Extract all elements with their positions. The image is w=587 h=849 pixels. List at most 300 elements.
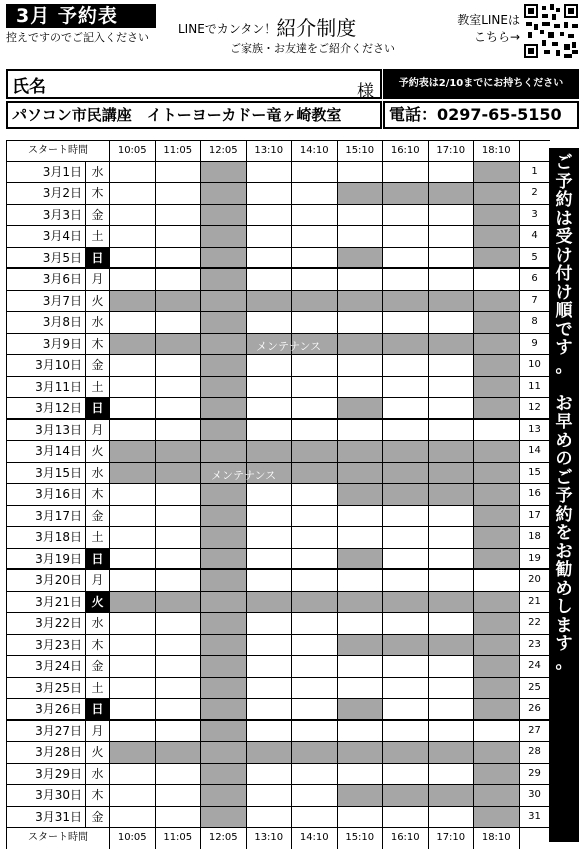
time-slot[interactable] — [474, 420, 520, 442]
time-slot[interactable] — [110, 248, 156, 270]
time-slot[interactable] — [247, 549, 293, 571]
time-slot[interactable] — [110, 764, 156, 786]
page-title: 3月 予約表 — [6, 4, 156, 28]
time-slot[interactable] — [247, 269, 293, 291]
time-slot[interactable] — [429, 527, 475, 549]
time-slot[interactable] — [247, 570, 293, 592]
time-slot[interactable] — [338, 355, 384, 377]
time-slot[interactable] — [383, 377, 429, 399]
weekday-cell: 水 — [86, 613, 110, 635]
time-slot[interactable] — [429, 656, 475, 678]
side-message-char: の — [555, 449, 573, 469]
time-slot[interactable] — [110, 398, 156, 420]
time-slot — [201, 269, 247, 291]
time-slot[interactable] — [383, 398, 429, 420]
time-slot — [110, 463, 156, 485]
time-slot — [474, 162, 520, 184]
time-slot[interactable] — [292, 506, 338, 528]
time-slot[interactable] — [110, 269, 156, 291]
time-slot[interactable] — [110, 527, 156, 549]
date-cell: 3月22日 — [6, 613, 86, 635]
time-slot[interactable] — [292, 420, 338, 442]
table-row — [6, 398, 550, 420]
time-slot[interactable] — [156, 678, 202, 700]
side-message-char: ま — [555, 615, 573, 636]
date-cell: 3月1日 — [6, 162, 86, 184]
time-slot[interactable] — [247, 226, 293, 248]
time-slot[interactable] — [383, 420, 429, 442]
time-slot — [429, 592, 475, 614]
side-message-char: 約 — [555, 190, 573, 210]
table-row — [6, 291, 550, 313]
time-slot[interactable] — [338, 678, 384, 700]
time-slot[interactable] — [110, 721, 156, 743]
time-slot[interactable] — [429, 764, 475, 786]
time-slot[interactable] — [383, 312, 429, 334]
time-slot[interactable] — [156, 527, 202, 549]
time-slot[interactable] — [156, 656, 202, 678]
time-slot[interactable] — [429, 398, 475, 420]
time-slot — [338, 699, 384, 721]
time-slot[interactable] — [429, 699, 475, 721]
time-slot — [110, 334, 156, 356]
table-row — [6, 162, 550, 184]
time-slot[interactable] — [110, 699, 156, 721]
time-slot[interactable] — [429, 613, 475, 635]
time-slot[interactable] — [156, 807, 202, 829]
time-slot[interactable] — [156, 377, 202, 399]
time-header: 14:10 — [292, 140, 338, 162]
honorific: 様 — [357, 82, 374, 102]
name-field[interactable] — [6, 69, 382, 102]
time-slot — [474, 656, 520, 678]
qr-code-icon[interactable] — [524, 4, 578, 58]
time-slot[interactable] — [156, 721, 202, 743]
time-slot[interactable] — [247, 398, 293, 420]
time-slot[interactable] — [292, 377, 338, 399]
time-slot[interactable] — [429, 678, 475, 700]
time-slot[interactable] — [156, 549, 202, 571]
time-slot[interactable] — [156, 635, 202, 657]
weekday-cell: 水 — [86, 312, 110, 334]
time-slot — [383, 291, 429, 313]
time-slot[interactable] — [110, 656, 156, 678]
table-row — [6, 441, 550, 463]
time-header-row — [6, 828, 550, 849]
time-slot — [338, 549, 384, 571]
time-slot[interactable] — [110, 635, 156, 657]
row-number: 10 — [520, 355, 550, 377]
date-cell: 3月4日 — [6, 226, 86, 248]
time-slot[interactable] — [110, 807, 156, 829]
time-slot — [338, 463, 384, 485]
time-slot[interactable] — [156, 312, 202, 334]
time-slot[interactable] — [247, 656, 293, 678]
time-slot[interactable] — [338, 420, 384, 442]
weekday-cell: 金 — [86, 807, 110, 829]
side-message-char: で — [555, 319, 573, 340]
date-cell: 3月20日 — [6, 570, 86, 592]
time-slot — [474, 527, 520, 549]
time-slot[interactable] — [110, 355, 156, 377]
time-slot[interactable] — [110, 420, 156, 442]
row-number: 28 — [520, 742, 550, 764]
table-row — [6, 248, 550, 270]
time-slot — [201, 484, 247, 506]
time-slot[interactable] — [110, 377, 156, 399]
weekday-cell: 日 — [86, 248, 110, 270]
time-slot — [338, 785, 384, 807]
time-slot[interactable] — [292, 355, 338, 377]
time-slot[interactable] — [247, 613, 293, 635]
time-slot — [201, 398, 247, 420]
row-number: 16 — [520, 484, 550, 506]
time-slot — [156, 334, 202, 356]
time-slot[interactable] — [110, 183, 156, 205]
weekday-cell: 土 — [86, 678, 110, 700]
weekday-cell: 日 — [86, 549, 110, 571]
row-number: 21 — [520, 592, 550, 614]
table-row — [6, 742, 550, 764]
time-slot[interactable] — [292, 807, 338, 829]
time-slot[interactable] — [383, 205, 429, 227]
time-slot — [429, 463, 475, 485]
time-slot — [201, 420, 247, 442]
time-slot — [474, 699, 520, 721]
time-slot[interactable] — [429, 549, 475, 571]
time-slot[interactable] — [247, 527, 293, 549]
time-slot[interactable] — [338, 570, 384, 592]
side-message-char: 付 — [555, 264, 573, 284]
time-slot — [247, 441, 293, 463]
time-slot[interactable] — [156, 355, 202, 377]
referral-heading — [178, 12, 356, 41]
time-slot[interactable] — [383, 721, 429, 743]
side-message-char: 順 — [555, 301, 573, 321]
time-slot[interactable] — [383, 355, 429, 377]
date-cell: 3月29日 — [6, 764, 86, 786]
row-number: 12 — [520, 398, 550, 420]
weekday-cell: 水 — [86, 463, 110, 485]
side-message-char: ご — [555, 153, 573, 173]
side-message-char: け — [555, 282, 573, 303]
time-slot[interactable] — [383, 527, 429, 549]
time-slot[interactable] — [156, 613, 202, 635]
weekday-cell: 金 — [86, 506, 110, 528]
table-row — [6, 699, 550, 721]
time-slot[interactable] — [247, 183, 293, 205]
table-row — [6, 613, 550, 635]
side-message-char: 予 — [555, 171, 573, 192]
time-slot[interactable] — [156, 484, 202, 506]
time-slot[interactable] — [156, 269, 202, 291]
time-slot — [474, 398, 520, 420]
row-number: 19 — [520, 549, 550, 571]
time-slot[interactable] — [247, 377, 293, 399]
time-slot[interactable] — [383, 549, 429, 571]
time-slot[interactable] — [247, 635, 293, 657]
side-message-char: 予 — [555, 486, 573, 506]
time-slot[interactable] — [292, 312, 338, 334]
time-slot[interactable] — [338, 721, 384, 743]
time-header: 11:05 — [156, 828, 202, 849]
table-row — [6, 527, 550, 549]
time-slot[interactable] — [110, 205, 156, 227]
time-slot[interactable] — [292, 656, 338, 678]
time-slot — [247, 742, 293, 764]
weekday-cell: 火 — [86, 291, 110, 313]
row-number: 13 — [520, 420, 550, 442]
time-slot[interactable] — [247, 355, 293, 377]
time-slot[interactable] — [292, 678, 338, 700]
time-slot[interactable] — [338, 527, 384, 549]
time-slot — [292, 742, 338, 764]
date-cell: 3月6日 — [6, 269, 86, 291]
time-slot[interactable] — [292, 699, 338, 721]
time-slot[interactable] — [110, 506, 156, 528]
time-slot — [429, 635, 475, 657]
time-slot[interactable] — [110, 226, 156, 248]
time-slot[interactable] — [429, 570, 475, 592]
time-slot[interactable] — [110, 785, 156, 807]
time-slot[interactable] — [292, 549, 338, 571]
time-slot[interactable] — [156, 162, 202, 184]
time-slot[interactable] — [429, 807, 475, 829]
time-slot[interactable] — [383, 570, 429, 592]
time-slot[interactable] — [156, 699, 202, 721]
time-slot[interactable] — [156, 764, 202, 786]
time-slot[interactable] — [156, 570, 202, 592]
deadline-notice: 予約表は2/10までにお持ちください — [383, 69, 579, 99]
time-slot[interactable] — [383, 506, 429, 528]
table-row — [6, 635, 550, 657]
date-cell: 3月9日 — [6, 334, 86, 356]
time-slot[interactable] — [429, 226, 475, 248]
row-number: 11 — [520, 377, 550, 399]
time-slot — [201, 656, 247, 678]
time-slot[interactable] — [292, 721, 338, 743]
time-slot[interactable] — [292, 183, 338, 205]
table-row — [6, 721, 550, 743]
row-number: 26 — [520, 699, 550, 721]
time-slot — [474, 785, 520, 807]
time-slot[interactable] — [429, 312, 475, 334]
side-message-char: 受 — [555, 227, 573, 247]
time-slot[interactable] — [338, 807, 384, 829]
row-number: 29 — [520, 764, 550, 786]
time-slot[interactable] — [338, 312, 384, 334]
time-slot — [292, 463, 338, 485]
time-slot[interactable] — [292, 635, 338, 657]
time-slot[interactable] — [383, 269, 429, 291]
time-slot[interactable] — [383, 656, 429, 678]
time-slot[interactable] — [383, 226, 429, 248]
time-slot[interactable] — [156, 226, 202, 248]
time-slot[interactable] — [156, 183, 202, 205]
time-slot[interactable] — [247, 699, 293, 721]
time-slot[interactable] — [292, 398, 338, 420]
time-slot[interactable] — [429, 269, 475, 291]
time-slot[interactable] — [292, 162, 338, 184]
side-message-char: 。 — [555, 356, 573, 377]
time-slot[interactable] — [429, 248, 475, 270]
weekday-cell: 土 — [86, 226, 110, 248]
time-header-row — [6, 140, 550, 162]
time-slot[interactable] — [429, 420, 475, 442]
time-slot[interactable] — [429, 721, 475, 743]
time-slot[interactable] — [338, 226, 384, 248]
time-slot — [338, 334, 384, 356]
time-slot[interactable] — [338, 656, 384, 678]
side-message-char: 勧 — [555, 560, 573, 580]
time-slot[interactable] — [110, 549, 156, 571]
time-slot[interactable] — [429, 205, 475, 227]
time-slot — [474, 441, 520, 463]
time-slot[interactable] — [156, 205, 202, 227]
weekday-cell: 金 — [86, 205, 110, 227]
time-slot — [474, 463, 520, 485]
time-slot — [156, 291, 202, 313]
time-slot[interactable] — [156, 248, 202, 270]
time-slot — [201, 678, 247, 700]
side-message-char: す — [555, 338, 573, 358]
time-slot[interactable] — [383, 613, 429, 635]
time-slot[interactable] — [110, 570, 156, 592]
time-slot[interactable] — [338, 205, 384, 227]
time-slot[interactable] — [110, 162, 156, 184]
time-slot[interactable] — [247, 506, 293, 528]
weekday-cell: 木 — [86, 183, 110, 205]
time-slot — [201, 162, 247, 184]
time-slot[interactable] — [292, 205, 338, 227]
time-slot[interactable] — [292, 613, 338, 635]
time-slot — [201, 506, 247, 528]
time-slot[interactable] — [338, 377, 384, 399]
time-header: 12:05 — [201, 828, 247, 849]
time-slot[interactable] — [338, 506, 384, 528]
time-slot[interactable] — [247, 420, 293, 442]
time-slot — [338, 484, 384, 506]
time-slot — [474, 183, 520, 205]
time-slot[interactable] — [383, 764, 429, 786]
weekday-cell: 木 — [86, 484, 110, 506]
time-slot[interactable] — [247, 785, 293, 807]
time-slot[interactable] — [110, 484, 156, 506]
time-slot[interactable] — [247, 248, 293, 270]
time-slot[interactable] — [247, 205, 293, 227]
time-slot[interactable] — [247, 162, 293, 184]
date-cell: 3月8日 — [6, 312, 86, 334]
time-slot — [474, 248, 520, 270]
time-slot[interactable] — [156, 398, 202, 420]
time-slot[interactable] — [429, 506, 475, 528]
time-slot[interactable] — [156, 506, 202, 528]
table-row — [6, 678, 550, 700]
time-slot[interactable] — [247, 678, 293, 700]
time-slot[interactable] — [110, 613, 156, 635]
time-slot[interactable] — [383, 807, 429, 829]
time-slot[interactable] — [247, 312, 293, 334]
date-cell: 3月18日 — [6, 527, 86, 549]
referral-subtitle: ご家族・お友達をご紹介ください — [230, 42, 395, 55]
time-slot — [201, 592, 247, 614]
time-slot — [201, 785, 247, 807]
time-slot[interactable] — [474, 269, 520, 291]
time-slot[interactable] — [292, 527, 338, 549]
time-slot[interactable] — [383, 162, 429, 184]
date-cell: 3月25日 — [6, 678, 86, 700]
time-slot[interactable] — [292, 226, 338, 248]
time-slot — [429, 334, 475, 356]
time-slot — [156, 463, 202, 485]
time-slot[interactable] — [429, 377, 475, 399]
weekday-cell: 木 — [86, 334, 110, 356]
time-slot — [247, 592, 293, 614]
row-number: 7 — [520, 291, 550, 313]
time-slot[interactable] — [247, 807, 293, 829]
time-slot — [474, 355, 520, 377]
time-slot[interactable] — [247, 484, 293, 506]
time-slot — [201, 334, 247, 356]
blank-cell — [520, 140, 550, 162]
time-slot — [474, 484, 520, 506]
weekday-cell: 月 — [86, 721, 110, 743]
time-slot[interactable] — [429, 162, 475, 184]
time-slot[interactable] — [383, 248, 429, 270]
time-slot — [201, 441, 247, 463]
time-slot[interactable] — [383, 699, 429, 721]
time-slot[interactable] — [338, 162, 384, 184]
start-time-label: スタート時間 — [6, 140, 110, 162]
time-slot[interactable] — [474, 570, 520, 592]
time-slot[interactable] — [110, 312, 156, 334]
time-slot[interactable] — [338, 269, 384, 291]
date-cell: 3月30日 — [6, 785, 86, 807]
table-row — [6, 420, 550, 442]
time-slot[interactable] — [429, 355, 475, 377]
time-slot — [429, 742, 475, 764]
side-message-char: め — [555, 578, 573, 599]
time-slot[interactable] — [292, 764, 338, 786]
weekday-cell: 日 — [86, 699, 110, 721]
time-slot[interactable] — [474, 721, 520, 743]
table-row — [6, 764, 550, 786]
time-slot[interactable] — [292, 785, 338, 807]
time-slot[interactable] — [292, 570, 338, 592]
table-row — [6, 377, 550, 399]
time-slot — [338, 592, 384, 614]
time-slot — [474, 678, 520, 700]
time-header: 16:10 — [383, 828, 429, 849]
date-cell: 3月13日 — [6, 420, 86, 442]
time-slot[interactable] — [247, 764, 293, 786]
time-slot[interactable] — [338, 764, 384, 786]
row-number: 20 — [520, 570, 550, 592]
time-slot[interactable] — [292, 269, 338, 291]
time-header: 12:05 — [201, 140, 247, 162]
row-number: 27 — [520, 721, 550, 743]
time-slot[interactable] — [247, 721, 293, 743]
side-message-char: 早 — [555, 412, 573, 432]
time-slot[interactable] — [338, 613, 384, 635]
time-slot[interactable] — [292, 248, 338, 270]
time-slot[interactable] — [156, 785, 202, 807]
time-slot — [383, 463, 429, 485]
time-slot[interactable] — [292, 484, 338, 506]
time-slot[interactable] — [383, 678, 429, 700]
time-slot[interactable] — [110, 678, 156, 700]
time-slot[interactable] — [156, 420, 202, 442]
